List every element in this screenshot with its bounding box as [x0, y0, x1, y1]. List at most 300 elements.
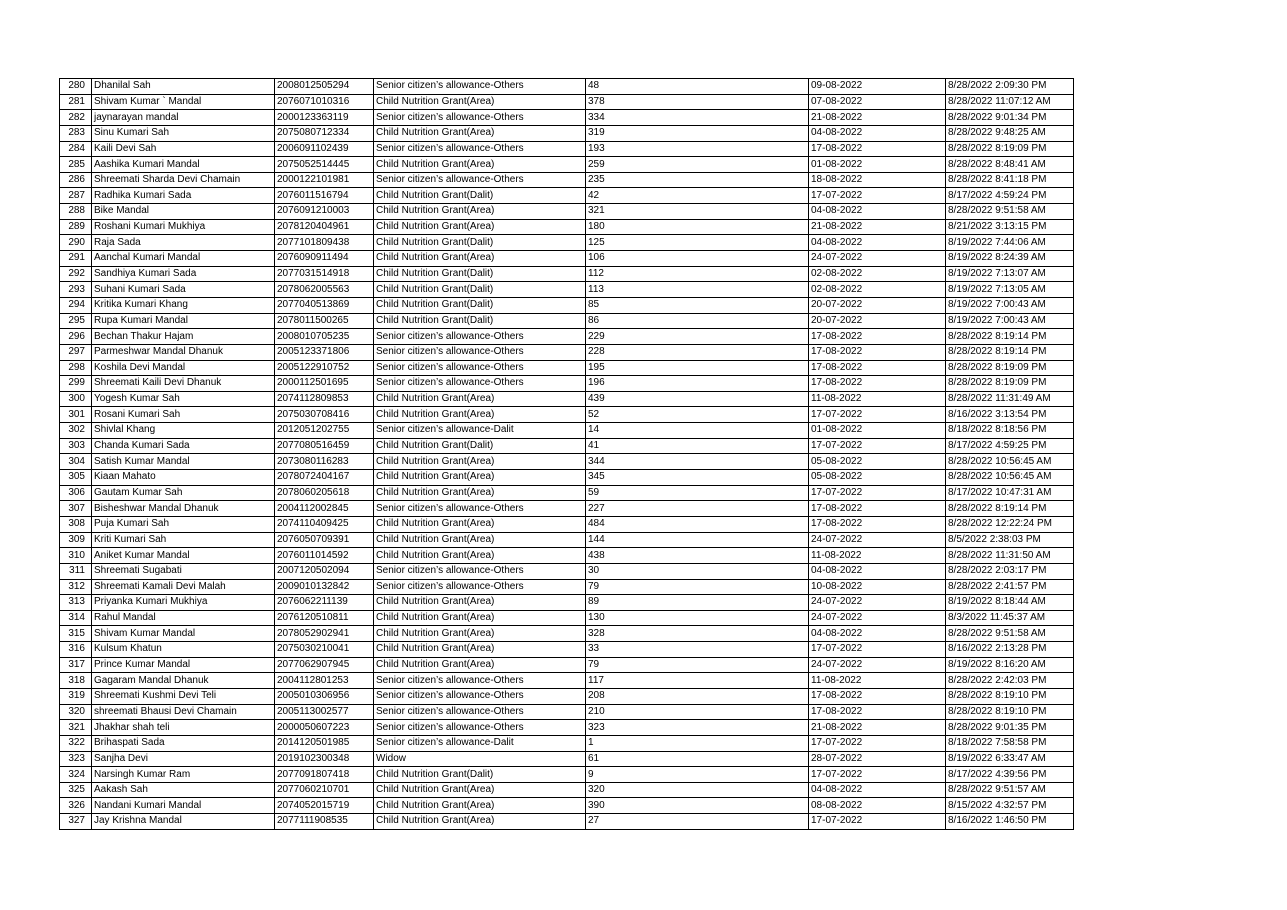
table-row [60, 438, 1074, 454]
name-cell: Aashika Kumari Mandal [92, 157, 275, 173]
date-cell: 11-08-2022 [809, 673, 946, 689]
table-row [60, 814, 1074, 830]
allowance-type-cell: Senior citizen’s allowance-Dalit [374, 423, 586, 439]
serial-number-cell: 315 [60, 626, 92, 642]
id-number-cell: 2076120510811 [275, 610, 374, 626]
timestamp-cell: 8/16/2022 1:46:50 PM [946, 814, 1074, 830]
serial-number-cell: 320 [60, 704, 92, 720]
allowance-type-cell: Child Nutrition Grant(Area) [374, 391, 586, 407]
allowance-type-cell: Child Nutrition Grant(Dalit) [374, 188, 586, 204]
id-number-cell: 2077062907945 [275, 657, 374, 673]
allowance-type-cell: Child Nutrition Grant(Area) [374, 814, 586, 830]
amount-cell: 323 [586, 720, 809, 736]
name-cell: Suhani Kumari Sada [92, 282, 275, 298]
name-cell: Kritika Kumari Khang [92, 297, 275, 313]
timestamp-cell: 8/28/2022 8:41:18 PM [946, 172, 1074, 188]
date-cell: 24-07-2022 [809, 595, 946, 611]
date-cell: 04-08-2022 [809, 563, 946, 579]
amount-cell: 33 [586, 642, 809, 658]
timestamp-cell: 8/17/2022 10:47:31 AM [946, 485, 1074, 501]
amount-cell: 328 [586, 626, 809, 642]
amount-cell: 79 [586, 579, 809, 595]
id-number-cell: 2078120404961 [275, 219, 374, 235]
timestamp-cell: 8/28/2022 2:41:57 PM [946, 579, 1074, 595]
timestamp-cell: 8/16/2022 2:13:28 PM [946, 642, 1074, 658]
name-cell: Roshani Kumari Mukhiya [92, 219, 275, 235]
timestamp-cell: 8/28/2022 8:19:14 PM [946, 344, 1074, 360]
allowance-type-cell: Child Nutrition Grant(Dalit) [374, 438, 586, 454]
date-cell: 24-07-2022 [809, 610, 946, 626]
table-row [60, 454, 1074, 470]
name-cell: Shreemati Kushmi Devi Teli [92, 688, 275, 704]
allowance-type-cell: Senior citizen’s allowance-Others [374, 110, 586, 126]
table-row [60, 407, 1074, 423]
date-cell: 04-08-2022 [809, 125, 946, 141]
date-cell: 17-08-2022 [809, 329, 946, 345]
name-cell: Sinu Kumari Sah [92, 125, 275, 141]
amount-cell: 14 [586, 423, 809, 439]
timestamp-cell: 8/28/2022 11:31:50 AM [946, 548, 1074, 564]
date-cell: 17-08-2022 [809, 360, 946, 376]
id-number-cell: 2000112501695 [275, 376, 374, 392]
allowance-type-cell: Child Nutrition Grant(Area) [374, 454, 586, 470]
table-body [60, 79, 1074, 830]
serial-number-cell: 292 [60, 266, 92, 282]
allowance-type-cell: Senior citizen’s allowance-Dalit [374, 735, 586, 751]
timestamp-cell: 8/19/2022 7:00:43 AM [946, 313, 1074, 329]
timestamp-cell: 8/28/2022 8:19:14 PM [946, 501, 1074, 517]
allowance-type-cell: Child Nutrition Grant(Area) [374, 204, 586, 220]
date-cell: 21-08-2022 [809, 720, 946, 736]
timestamp-cell: 8/28/2022 2:42:03 PM [946, 673, 1074, 689]
id-number-cell: 2077101809438 [275, 235, 374, 251]
serial-number-cell: 323 [60, 751, 92, 767]
serial-number-cell: 311 [60, 563, 92, 579]
date-cell: 02-08-2022 [809, 266, 946, 282]
name-cell: Bechan Thakur Hajam [92, 329, 275, 345]
id-number-cell: 2076062211139 [275, 595, 374, 611]
serial-number-cell: 299 [60, 376, 92, 392]
id-number-cell: 2077040513869 [275, 297, 374, 313]
date-cell: 04-08-2022 [809, 782, 946, 798]
allowance-type-cell: Child Nutrition Grant(Area) [374, 548, 586, 564]
amount-cell: 196 [586, 376, 809, 392]
timestamp-cell: 8/16/2022 3:13:54 PM [946, 407, 1074, 423]
allowance-type-cell: Child Nutrition Grant(Dalit) [374, 235, 586, 251]
amount-cell: 344 [586, 454, 809, 470]
date-cell: 18-08-2022 [809, 172, 946, 188]
amount-cell: 30 [586, 563, 809, 579]
allowance-type-cell: Child Nutrition Grant(Area) [374, 485, 586, 501]
allowance-type-cell: Senior citizen’s allowance-Others [374, 563, 586, 579]
allowance-type-cell: Child Nutrition Grant(Area) [374, 157, 586, 173]
date-cell: 24-07-2022 [809, 532, 946, 548]
allowance-type-cell: Child Nutrition Grant(Dalit) [374, 266, 586, 282]
timestamp-cell: 8/17/2022 4:59:25 PM [946, 438, 1074, 454]
serial-number-cell: 307 [60, 501, 92, 517]
date-cell: 17-08-2022 [809, 344, 946, 360]
table-row [60, 360, 1074, 376]
timestamp-cell: 8/19/2022 8:16:20 AM [946, 657, 1074, 673]
date-cell: 17-08-2022 [809, 704, 946, 720]
timestamp-cell: 8/28/2022 9:01:35 PM [946, 720, 1074, 736]
name-cell: Jhakhar shah teli [92, 720, 275, 736]
date-cell: 17-07-2022 [809, 485, 946, 501]
date-cell: 21-08-2022 [809, 110, 946, 126]
date-cell: 20-07-2022 [809, 297, 946, 313]
table-row [60, 579, 1074, 595]
serial-number-cell: 300 [60, 391, 92, 407]
allowance-type-cell: Child Nutrition Grant(Area) [374, 125, 586, 141]
date-cell: 02-08-2022 [809, 282, 946, 298]
serial-number-cell: 291 [60, 251, 92, 267]
name-cell: Kulsum Khatun [92, 642, 275, 658]
timestamp-cell: 8/3/2022 11:45:37 AM [946, 610, 1074, 626]
table-row [60, 485, 1074, 501]
allowance-type-cell: Child Nutrition Grant(Area) [374, 610, 586, 626]
date-cell: 01-08-2022 [809, 423, 946, 439]
date-cell: 17-07-2022 [809, 767, 946, 783]
serial-number-cell: 293 [60, 282, 92, 298]
serial-number-cell: 294 [60, 297, 92, 313]
table-row [60, 251, 1074, 267]
amount-cell: 439 [586, 391, 809, 407]
timestamp-cell: 8/28/2022 10:56:45 AM [946, 454, 1074, 470]
amount-cell: 438 [586, 548, 809, 564]
table-row [60, 767, 1074, 783]
amount-cell: 208 [586, 688, 809, 704]
id-number-cell: 2076091210003 [275, 204, 374, 220]
amount-cell: 112 [586, 266, 809, 282]
name-cell: Aakash Sah [92, 782, 275, 798]
amount-cell: 484 [586, 516, 809, 532]
table-row [60, 470, 1074, 486]
name-cell: Satish Kumar Mandal [92, 454, 275, 470]
amount-cell: 227 [586, 501, 809, 517]
name-cell: Sanjha Devi [92, 751, 275, 767]
timestamp-cell: 8/19/2022 6:33:47 AM [946, 751, 1074, 767]
allowance-type-cell: Child Nutrition Grant(Dalit) [374, 282, 586, 298]
table-row [60, 642, 1074, 658]
allowance-type-cell: Child Nutrition Grant(Area) [374, 251, 586, 267]
amount-cell: 9 [586, 767, 809, 783]
timestamp-cell: 8/18/2022 8:18:56 PM [946, 423, 1074, 439]
date-cell: 08-08-2022 [809, 798, 946, 814]
amount-cell: 320 [586, 782, 809, 798]
name-cell: Radhika Kumari Sada [92, 188, 275, 204]
id-number-cell: 2078011500265 [275, 313, 374, 329]
id-number-cell: 2000122101981 [275, 172, 374, 188]
id-number-cell: 2074112809853 [275, 391, 374, 407]
table-row [60, 94, 1074, 110]
serial-number-cell: 297 [60, 344, 92, 360]
id-number-cell: 2077091807418 [275, 767, 374, 783]
serial-number-cell: 318 [60, 673, 92, 689]
date-cell: 17-07-2022 [809, 438, 946, 454]
amount-cell: 113 [586, 282, 809, 298]
name-cell: Jay Krishna Mandal [92, 814, 275, 830]
name-cell: Gagaram Mandal Dhanuk [92, 673, 275, 689]
amount-cell: 228 [586, 344, 809, 360]
table-row [60, 673, 1074, 689]
id-number-cell: 2005113002577 [275, 704, 374, 720]
amount-cell: 41 [586, 438, 809, 454]
name-cell: Bike Mandal [92, 204, 275, 220]
table-row [60, 610, 1074, 626]
name-cell: Kiaan Mahato [92, 470, 275, 486]
allowance-type-cell: Senior citizen’s allowance-Others [374, 141, 586, 157]
amount-cell: 52 [586, 407, 809, 423]
id-number-cell: 2076071010316 [275, 94, 374, 110]
id-number-cell: 2073080116283 [275, 454, 374, 470]
date-cell: 09-08-2022 [809, 79, 946, 95]
date-cell: 21-08-2022 [809, 219, 946, 235]
date-cell: 11-08-2022 [809, 391, 946, 407]
timestamp-cell: 8/18/2022 7:58:58 PM [946, 735, 1074, 751]
serial-number-cell: 296 [60, 329, 92, 345]
table-row [60, 329, 1074, 345]
id-number-cell: 2075052514445 [275, 157, 374, 173]
date-cell: 17-07-2022 [809, 814, 946, 830]
table-row [60, 735, 1074, 751]
date-cell: 07-08-2022 [809, 94, 946, 110]
timestamp-cell: 8/19/2022 7:13:05 AM [946, 282, 1074, 298]
allowance-type-cell: Senior citizen’s allowance-Others [374, 720, 586, 736]
timestamp-cell: 8/17/2022 4:39:56 PM [946, 767, 1074, 783]
date-cell: 01-08-2022 [809, 157, 946, 173]
timestamp-cell: 8/28/2022 8:19:09 PM [946, 376, 1074, 392]
name-cell: Raja Sada [92, 235, 275, 251]
date-cell: 10-08-2022 [809, 579, 946, 595]
amount-cell: 229 [586, 329, 809, 345]
table-row [60, 110, 1074, 126]
name-cell: Prince Kumar Mandal [92, 657, 275, 673]
allowance-type-cell: Child Nutrition Grant(Area) [374, 470, 586, 486]
date-cell: 20-07-2022 [809, 313, 946, 329]
timestamp-cell: 8/28/2022 8:19:09 PM [946, 360, 1074, 376]
id-number-cell: 2014120501985 [275, 735, 374, 751]
date-cell: 24-07-2022 [809, 657, 946, 673]
serial-number-cell: 284 [60, 141, 92, 157]
serial-number-cell: 313 [60, 595, 92, 611]
table-row [60, 423, 1074, 439]
name-cell: Narsingh Kumar Ram [92, 767, 275, 783]
allowance-type-cell: Child Nutrition Grant(Dalit) [374, 297, 586, 313]
amount-cell: 125 [586, 235, 809, 251]
serial-number-cell: 282 [60, 110, 92, 126]
timestamp-cell: 8/15/2022 4:32:57 PM [946, 798, 1074, 814]
date-cell: 24-07-2022 [809, 251, 946, 267]
date-cell: 17-08-2022 [809, 141, 946, 157]
amount-cell: 378 [586, 94, 809, 110]
timestamp-cell: 8/28/2022 9:48:25 AM [946, 125, 1074, 141]
timestamp-cell: 8/28/2022 8:19:14 PM [946, 329, 1074, 345]
table-row [60, 125, 1074, 141]
name-cell: Kriti Kumari Sah [92, 532, 275, 548]
allowance-type-cell: Senior citizen’s allowance-Others [374, 376, 586, 392]
name-cell: Aniket Kumar Mandal [92, 548, 275, 564]
id-number-cell: 2008010705235 [275, 329, 374, 345]
id-number-cell: 2007120502094 [275, 563, 374, 579]
table-row [60, 720, 1074, 736]
amount-cell: 1 [586, 735, 809, 751]
allowance-type-cell: Child Nutrition Grant(Area) [374, 595, 586, 611]
allowance-type-cell: Child Nutrition Grant(Area) [374, 219, 586, 235]
serial-number-cell: 322 [60, 735, 92, 751]
serial-number-cell: 280 [60, 79, 92, 95]
timestamp-cell: 8/28/2022 8:48:41 AM [946, 157, 1074, 173]
serial-number-cell: 290 [60, 235, 92, 251]
allowance-type-cell: Senior citizen’s allowance-Others [374, 79, 586, 95]
serial-number-cell: 326 [60, 798, 92, 814]
serial-number-cell: 309 [60, 532, 92, 548]
id-number-cell: 2076011014592 [275, 548, 374, 564]
name-cell: Shivam Kumar Mandal [92, 626, 275, 642]
allowance-type-cell: Senior citizen’s allowance-Others [374, 329, 586, 345]
allowance-type-cell: Child Nutrition Grant(Area) [374, 782, 586, 798]
timestamp-cell: 8/28/2022 10:56:45 AM [946, 470, 1074, 486]
table-row [60, 266, 1074, 282]
timestamp-cell: 8/28/2022 2:09:30 PM [946, 79, 1074, 95]
serial-number-cell: 305 [60, 470, 92, 486]
id-number-cell: 2019102300348 [275, 751, 374, 767]
serial-number-cell: 304 [60, 454, 92, 470]
timestamp-cell: 8/28/2022 9:51:57 AM [946, 782, 1074, 798]
serial-number-cell: 327 [60, 814, 92, 830]
table-row [60, 751, 1074, 767]
timestamp-cell: 8/19/2022 8:24:39 AM [946, 251, 1074, 267]
amount-cell: 144 [586, 532, 809, 548]
table-row [60, 563, 1074, 579]
name-cell: Chanda Kumari Sada [92, 438, 275, 454]
allowance-type-cell: Child Nutrition Grant(Area) [374, 642, 586, 658]
date-cell: 17-07-2022 [809, 642, 946, 658]
table-row [60, 297, 1074, 313]
amount-cell: 235 [586, 172, 809, 188]
table-row [60, 548, 1074, 564]
table-row [60, 532, 1074, 548]
amount-cell: 193 [586, 141, 809, 157]
timestamp-cell: 8/17/2022 4:59:24 PM [946, 188, 1074, 204]
name-cell: Bisheshwar Mandal Dhanuk [92, 501, 275, 517]
amount-cell: 42 [586, 188, 809, 204]
table-row [60, 782, 1074, 798]
serial-number-cell: 314 [60, 610, 92, 626]
table-row [60, 501, 1074, 517]
allowance-type-cell: Child Nutrition Grant(Area) [374, 798, 586, 814]
serial-number-cell: 317 [60, 657, 92, 673]
allowance-type-cell: Child Nutrition Grant(Dalit) [374, 313, 586, 329]
date-cell: 05-08-2022 [809, 454, 946, 470]
id-number-cell: 2008012505294 [275, 79, 374, 95]
amount-cell: 334 [586, 110, 809, 126]
allowance-type-cell: Senior citizen’s allowance-Others [374, 501, 586, 517]
allowance-type-cell: Senior citizen’s allowance-Others [374, 704, 586, 720]
table-row [60, 157, 1074, 173]
amount-cell: 259 [586, 157, 809, 173]
serial-number-cell: 286 [60, 172, 92, 188]
name-cell: Koshila Devi Mandal [92, 360, 275, 376]
table-row [60, 172, 1074, 188]
name-cell: Yogesh Kumar Sah [92, 391, 275, 407]
date-cell: 11-08-2022 [809, 548, 946, 564]
table-row [60, 282, 1074, 298]
id-number-cell: 2009010132842 [275, 579, 374, 595]
name-cell: Shreemati Sharda Devi Chamain [92, 172, 275, 188]
amount-cell: 89 [586, 595, 809, 611]
amount-cell: 106 [586, 251, 809, 267]
allowance-type-cell: Child Nutrition Grant(Area) [374, 626, 586, 642]
allowance-type-cell: Child Nutrition Grant(Area) [374, 516, 586, 532]
amount-cell: 130 [586, 610, 809, 626]
table-row [60, 313, 1074, 329]
name-cell: Gautam Kumar Sah [92, 485, 275, 501]
amount-cell: 86 [586, 313, 809, 329]
name-cell: Shreemati Kamali Devi Malah [92, 579, 275, 595]
id-number-cell: 2005123371806 [275, 344, 374, 360]
id-number-cell: 2005010306956 [275, 688, 374, 704]
id-number-cell: 2076011516794 [275, 188, 374, 204]
allowance-type-cell: Senior citizen’s allowance-Others [374, 344, 586, 360]
timestamp-cell: 8/28/2022 9:01:34 PM [946, 110, 1074, 126]
serial-number-cell: 308 [60, 516, 92, 532]
timestamp-cell: 8/28/2022 8:19:10 PM [946, 688, 1074, 704]
allowance-type-cell: Child Nutrition Grant(Dalit) [374, 767, 586, 783]
serial-number-cell: 288 [60, 204, 92, 220]
date-cell: 17-08-2022 [809, 688, 946, 704]
id-number-cell: 2004112002845 [275, 501, 374, 517]
date-cell: 04-08-2022 [809, 626, 946, 642]
serial-number-cell: 283 [60, 125, 92, 141]
id-number-cell: 2075080712334 [275, 125, 374, 141]
serial-number-cell: 306 [60, 485, 92, 501]
id-number-cell: 2077111908535 [275, 814, 374, 830]
id-number-cell: 2004112801253 [275, 673, 374, 689]
id-number-cell: 2075030708416 [275, 407, 374, 423]
id-number-cell: 2006091102439 [275, 141, 374, 157]
name-cell: Dhanilal Sah [92, 79, 275, 95]
id-number-cell: 2000123363119 [275, 110, 374, 126]
table-row [60, 344, 1074, 360]
date-cell: 17-08-2022 [809, 501, 946, 517]
serial-number-cell: 312 [60, 579, 92, 595]
date-cell: 17-07-2022 [809, 735, 946, 751]
allowance-type-cell: Senior citizen’s allowance-Others [374, 673, 586, 689]
timestamp-cell: 8/28/2022 8:19:10 PM [946, 704, 1074, 720]
name-cell: Rupa Kumari Mandal [92, 313, 275, 329]
timestamp-cell: 8/28/2022 2:03:17 PM [946, 563, 1074, 579]
amount-cell: 345 [586, 470, 809, 486]
timestamp-cell: 8/28/2022 12:22:24 PM [946, 516, 1074, 532]
timestamp-cell: 8/28/2022 11:07:12 AM [946, 94, 1074, 110]
table-row [60, 657, 1074, 673]
amount-cell: 27 [586, 814, 809, 830]
name-cell: Shreemati Kaili Devi Dhanuk [92, 376, 275, 392]
amount-cell: 210 [586, 704, 809, 720]
name-cell: Shivam Kumar ` Mandal [92, 94, 275, 110]
id-number-cell: 2078060205618 [275, 485, 374, 501]
table-row [60, 204, 1074, 220]
name-cell: Nandani Kumari Mandal [92, 798, 275, 814]
date-cell: 17-08-2022 [809, 516, 946, 532]
amount-cell: 59 [586, 485, 809, 501]
serial-number-cell: 319 [60, 688, 92, 704]
id-number-cell: 2074110409425 [275, 516, 374, 532]
name-cell: Shivlal Khang [92, 423, 275, 439]
table-row [60, 79, 1074, 95]
amount-cell: 48 [586, 79, 809, 95]
id-number-cell: 2074052015719 [275, 798, 374, 814]
